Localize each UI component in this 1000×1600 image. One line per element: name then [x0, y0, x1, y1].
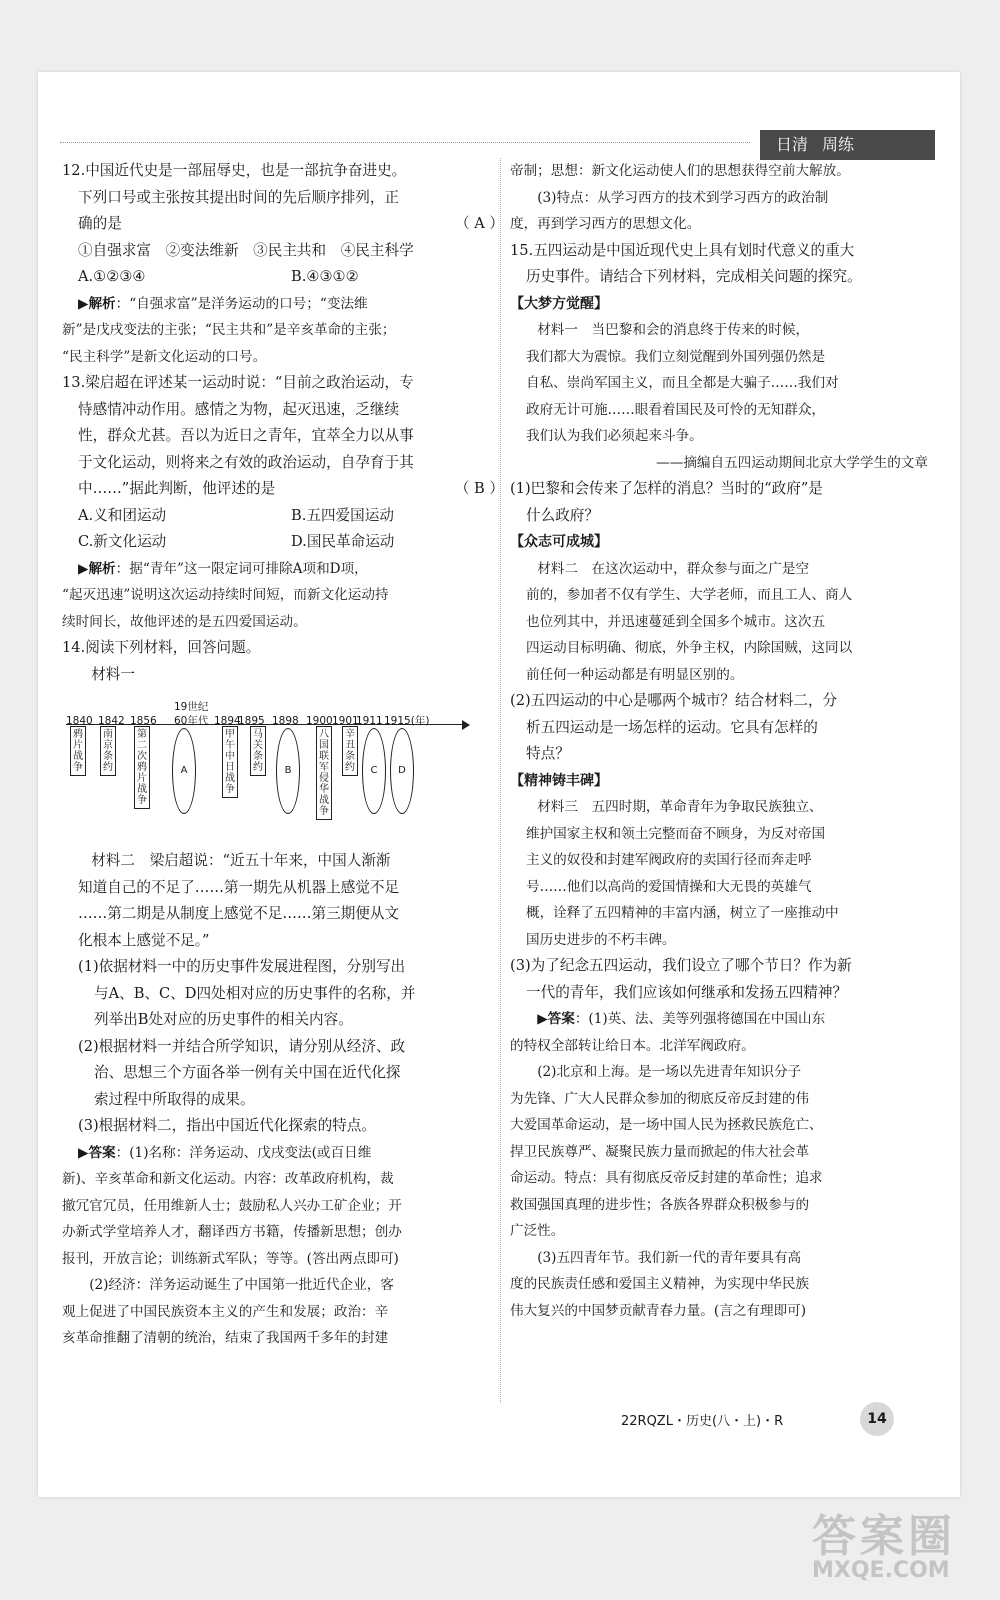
q14-stem: 14.阅读下列材料，回答问题。	[62, 639, 261, 656]
timeline-year: 1895	[238, 715, 265, 727]
timeline-event-box: 鸦片战争	[70, 726, 86, 776]
q13-option-a: A.义和团运动	[78, 506, 167, 524]
q14-answer-5: 报刊，开放言论；训练新式军队；等等。(答出两点即可)	[62, 1250, 399, 1267]
timeline-event-box: 第二次鸦片战争	[134, 726, 150, 809]
header-tag-daily: 日清	[776, 135, 809, 154]
watermark-small: MXQE.COM	[812, 1558, 950, 1583]
q13-analysis-label: 解析	[88, 560, 116, 577]
q12-analysis-2: 新”是戊戌变法的主张；“民主共和”是辛亥革命的主张；	[62, 322, 396, 338]
left-column	[62, 158, 504, 1352]
q14-q1-3: 列举出B处对应的历史事件的相关内容。	[94, 1011, 353, 1028]
q15-m3-2: 维护国家主权和领土完整而奋不顾身，为反对帝国	[526, 825, 826, 842]
q14-material2-1: 材料二 梁启超说：“近五十年来，中国人渐渐	[91, 852, 391, 869]
history-timeline-diagram	[62, 692, 504, 842]
q15-q3-2: 一代的青年，我们应该如何继承和发扬五四精神？	[526, 983, 848, 1001]
q12-analysis-1: ：“自强求富”是洋务运动的口号；“变法维	[115, 295, 368, 312]
right-column	[510, 158, 928, 1324]
q14-material2-4: 化根本上感觉不足。”	[78, 931, 210, 949]
q12-analysis-label: 解析	[88, 295, 116, 312]
timeline-blank-oval: B	[276, 728, 300, 814]
q15-m2-1: 材料二 在这次运动中，群众参与面之广是空	[537, 560, 810, 577]
q15-q1-1: (1)巴黎和会传来了怎样的消息？当时的“政府”是	[510, 480, 823, 497]
q15-answer-7: 命运动。特点：具有彻底反帝反封建的革命性；追求	[510, 1170, 823, 1186]
header-tag-weekly: 周练	[822, 135, 855, 154]
timeline-blank-oval: C	[362, 728, 386, 814]
q14-answer: ▶答案：(1)名称：洋务运动、戊戌变法(或百日维	[78, 1144, 372, 1161]
q15-answer-3: (2)北京和上海。是一场以先进青年知识分子	[537, 1064, 802, 1080]
q14-answer-8: 亥革命推翻了清朝的统治，结束了我国两千多年的封建	[62, 1330, 389, 1346]
q15-m2-2: 前的，参加者不仅有学生、大学老师，而且工人、商人	[526, 587, 853, 603]
q14-answer-1: ：(1)名称：洋务运动、戊戌变法(或百日维	[115, 1144, 372, 1161]
q14-answer-3: 撤冗官冗员，任用维新人士；鼓励私人兴办工矿企业；开	[62, 1197, 402, 1214]
q15-answer-9: 广泛性。	[510, 1223, 565, 1239]
q15-m2-5: 前任何一种运动都是有明显区别的。	[526, 666, 744, 683]
q15-q1-2: 什么政府？	[526, 506, 599, 524]
q12-stem-2: 下列口号或主张按其提出时间的先后顺序排列，正	[78, 188, 400, 206]
q14-answer-label: 答案	[88, 1144, 116, 1161]
watermark-big: 答案圈	[812, 1511, 956, 1562]
q13-options-ab	[62, 503, 504, 530]
q15-answer: ▶答案：(1)英、法、美等列强将德国在中国山东	[537, 1011, 826, 1027]
timeline-year: 60年代	[174, 715, 209, 727]
timeline-blank-oval: D	[390, 728, 414, 814]
q14-q1-1: (1)依据材料一中的历史事件发展进程图，分别写出	[78, 958, 406, 975]
timeline-event-box: 辛丑条约	[342, 726, 358, 776]
q14-answer-11: 度，再到学习西方的思想文化。	[510, 216, 701, 232]
q15-section-3: 【精神铸丰碑】	[510, 772, 608, 789]
q15-stem: 15.五四运动是中国近现代史上具有划时代意义的重大	[510, 241, 855, 259]
q15-m3-6: 国历史进步的不朽丰碑。	[526, 931, 676, 948]
q13-option-d: D.国民革命运动	[291, 533, 395, 550]
timeline-year: 1842	[98, 715, 125, 727]
q13-stem-5-text: 中……”据此判断，他评述的是	[78, 480, 276, 497]
q13-stem-4: 于文化运动，则将来之有效的政治运动，自孕育于其	[78, 453, 414, 471]
q14-q3: (3)根据材料二，指出中国近代化探索的特点。	[78, 1117, 376, 1134]
q13-analysis-2: “起灭迅速”说明这次运动持续时间短，而新文化运动持	[62, 587, 389, 603]
q15-q2-2: 析五四运动是一场怎样的运动。它具有怎样的	[526, 718, 818, 736]
workbook-page	[38, 72, 960, 1497]
q12-options	[62, 264, 504, 291]
timeline-year: 1856	[130, 715, 157, 727]
q12-answer: （ A ）	[454, 215, 504, 232]
timeline-year: 1894	[214, 715, 241, 727]
timeline-year: 1900	[306, 715, 333, 727]
q12-analysis-3: “民主科学”是新文化运动的口号。	[62, 348, 267, 365]
q15-answer-10: (3)五四青年节。我们新一代的青年要具有高	[537, 1249, 802, 1266]
q12-stem-3	[62, 211, 504, 238]
q14-material2-3: ……第二期是从制度上感觉不足……第三期便从文	[78, 905, 400, 922]
q12-stem-3-text: 确的是	[78, 215, 122, 232]
q15-answer-6: 捍卫民族尊严、凝聚民族力量而掀起的伟大社会革	[510, 1143, 810, 1160]
q14-answer-6: (2)经济：洋务运动诞生了中国第一批近代企业，客	[89, 1277, 394, 1293]
q14-q2-1: (2)根据材料一并结合所学知识，请分别从经济、政	[78, 1037, 406, 1055]
timeline-arrow	[462, 720, 470, 730]
q13-analysis-1: ：据“青年”这一限定词可排除A项和D项，	[115, 560, 368, 577]
q14-answer-9: 帝制；思想：新文化运动使人们的思想获得空前大解放。	[510, 163, 850, 179]
timeline-event-box: 马关条约	[250, 726, 266, 776]
q15-m2-3: 也位列其中，并迅速蔓延到全国多个城市。这次五	[526, 613, 826, 630]
q13-option-b: B.五四爱国运动	[291, 506, 394, 524]
timeline-blank-oval: A	[172, 728, 196, 814]
q15-answer-12: 伟大复兴的中国梦贡献青春力量。(言之有理即可)	[510, 1302, 807, 1319]
header-tag	[760, 130, 935, 160]
watermark-logo	[812, 1500, 956, 1583]
q15-q2-1: (2)五四运动的中心是哪两个城市？结合材料二，分	[510, 692, 838, 709]
q15-stem-2: 历史事件。请结合下列材料，完成相关问题的探究。	[526, 268, 862, 285]
q13-option-c: C.新文化运动	[78, 533, 167, 550]
q13-options-cd	[62, 529, 504, 556]
header-rule	[60, 142, 750, 143]
q13-answer: （ B ）	[454, 480, 504, 497]
q15-m3-1: 材料三 五四时期，革命青年为争取民族独立、	[537, 799, 823, 815]
q12-option-a: A.①②③④	[78, 268, 146, 285]
timeline-year: 1915(年)	[384, 715, 430, 727]
q15-answer-label: 答案	[547, 1011, 575, 1027]
timeline-century: 19世纪	[174, 701, 209, 713]
q14-q1-2: 与A、B、C、D四处相对应的历史事件的名称，并	[94, 984, 416, 1002]
q15-answer-2: 的特权全部转让给日本。北洋军阀政府。	[510, 1037, 755, 1054]
q15-m2-4: 四运动目标明确、彻底，外争主权，内除国贼，这同以	[526, 640, 853, 656]
q15-q2-3: 特点？	[526, 745, 570, 762]
q13-stem-2: 恃感情冲动作用。感情之为物，起灭迅速，乏继续	[78, 400, 400, 418]
q15-section-2: 【众志可成城】	[510, 534, 608, 550]
q13-stem-5	[62, 476, 504, 503]
q12-analysis: ▶解析：“自强求富”是洋务运动的口号；“变法维	[78, 295, 368, 312]
q12-stem: 12.中国近代史是一部屈辱史，也是一部抗争奋进史。	[62, 162, 407, 179]
q15-m1-1: 材料一 当巴黎和会的消息终于传来的时候，	[537, 322, 810, 338]
q15-q3-1: (3)为了纪念五四运动，我们设立了哪个节日？作为新	[510, 957, 852, 974]
q15-m3-4: 号……他们以高尚的爱国情操和大无畏的英雄气	[526, 878, 812, 895]
q13-analysis-3: 续时间长，故他评述的是五四爱国运动。	[62, 613, 307, 630]
q13-stem-3: 性，群众尤甚。吾以为近日之青年，宜萃全力以从事	[78, 427, 414, 444]
q15-section-1: 【大梦方觉醒】	[510, 295, 608, 312]
q15-m1-4: 政府无计可施……眼看着国民及可怜的无知群众，	[526, 401, 826, 418]
q13-analysis: ▶解析：据“青年”这一限定词可排除A项和D项，	[78, 560, 368, 577]
q12-option-b: B.④③①②	[291, 268, 359, 285]
q14-material2-2: 知道自己的不足了……第一期先从机器上感觉不足	[78, 878, 400, 896]
q14-q2-2: 治、思想三个方面各举一例有关中国在近代化探	[94, 1064, 401, 1081]
q14-answer-7: 观上促进了中国民族资本主义的产生和发展；政治：辛	[62, 1303, 389, 1320]
q12-items: ①自强求富 ②变法维新 ③民主共和 ④民主科学	[78, 241, 414, 259]
q15-m1-2: 我们都大为震惊。我们立刻觉醒到外国列强仍然是	[526, 348, 826, 365]
q15-m1-source: ——摘编自五四运动期间北京大学学生的文章	[656, 454, 928, 471]
q15-answer-5: 大爱国革命运动，是一场中国人民为拯救民族危亡、	[510, 1117, 823, 1133]
q15-m3-3: 主义的奴役和封建军阀政府的卖国行径而奔走呼	[526, 852, 812, 868]
q15-answer-11: 度的民族责任感和爱国主义精神，为实现中华民族	[510, 1276, 810, 1292]
page-number: 14	[860, 1402, 894, 1436]
q14-answer-10: (3)特点：从学习西方的技术到学习西方的政治制	[537, 189, 829, 206]
q14-answer-4: 办新式学堂培养人才，翻译西方书籍，传播新思想；创办	[62, 1224, 402, 1240]
footer-code: 22RQZL・历史(八・上)・R	[621, 1414, 784, 1429]
q14-material1-title: 材料一	[91, 665, 135, 683]
q15-m3-5: 概，诠释了五四精神的丰富内涵，树立了一座推动中	[526, 905, 839, 921]
q15-answer-4: 为先锋、广大人民群众参加的彻底反帝反封建的伟	[510, 1090, 810, 1107]
q13-stem: 13.梁启超在评述某一运动时说：“目前之政治运动，专	[62, 374, 414, 391]
q15-answer-1: ：(1)英、法、美等列强将德国在中国山东	[574, 1011, 826, 1027]
timeline-event-box: 南京条约	[100, 726, 116, 776]
q15-m1-5: 我们认为我们必须起来斗争。	[526, 428, 703, 444]
timeline-event-box: 八国联军侵华战争	[316, 726, 332, 820]
timeline-year: 1840	[66, 715, 93, 727]
q14-answer-2: 新)、辛亥革命和新文化运动。内容：改革政府机构，裁	[62, 1171, 394, 1187]
q14-q2-3: 索过程中所取得的成果。	[94, 1090, 255, 1108]
timeline-year: 1901	[332, 715, 359, 727]
q15-m1-3: 自私、崇尚军国主义，而且全都是大骗子……我们对	[526, 375, 839, 391]
q15-answer-8: 救国强国真理的进步性；各族各界群众积极参与的	[510, 1196, 810, 1213]
timeline-event-box: 甲午中日战争	[222, 726, 238, 798]
timeline-year: 1911	[356, 715, 383, 727]
timeline-year: 1898	[272, 715, 299, 727]
